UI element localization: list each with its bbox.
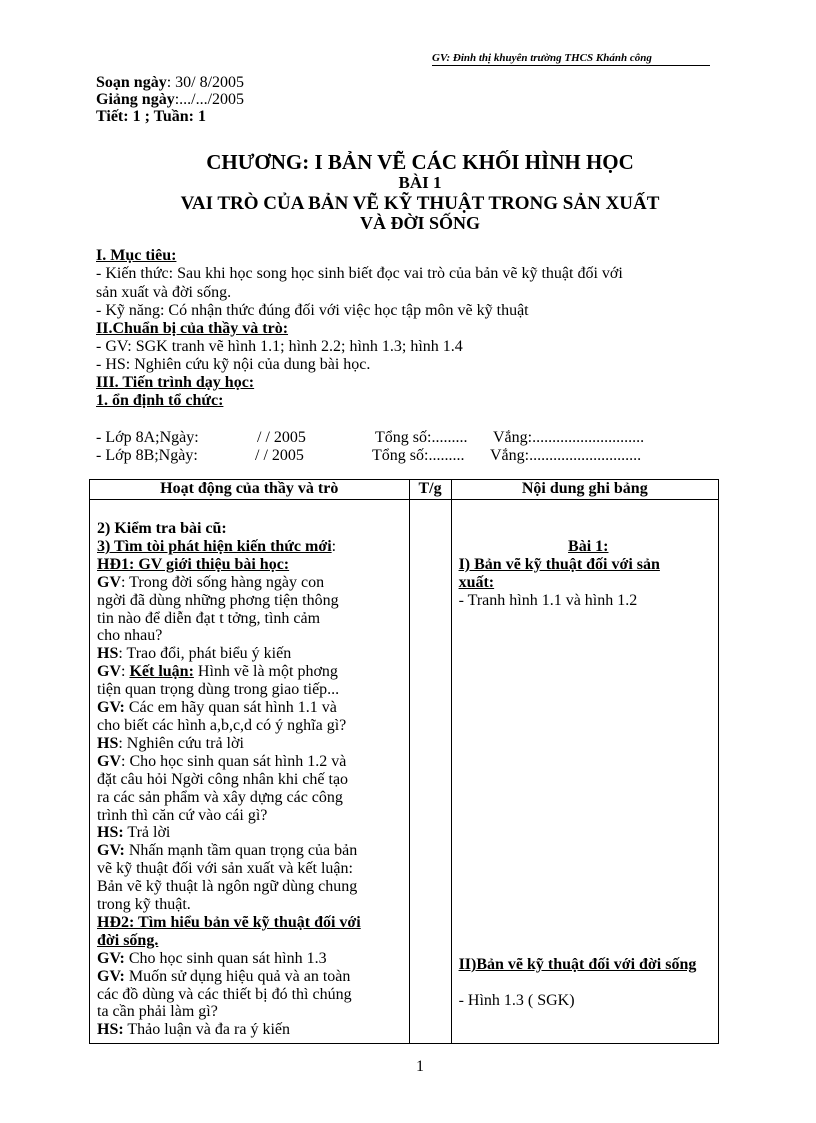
gv-line: GV: Muốn sử dụng hiệu quả và an toàn	[97, 967, 351, 985]
chapter-title: CHƯƠNG: I BẢN VẼ CÁC KHỐI HÌNH HỌC	[206, 150, 634, 174]
class-label: - Lớp 8B;Ngày:	[96, 447, 198, 464]
hs-line: HS: Trả lời	[97, 824, 171, 842]
attendance-row	[96, 429, 696, 447]
text-line: ta cần phải làm gì?	[97, 1003, 218, 1021]
text-line: tin nào để diễn đạt t tởng, tình cảm	[97, 609, 321, 627]
hs-line: HS: Nghiên cứu trả lời	[97, 734, 244, 752]
check-old-heading: 2) Kiểm tra bài cũ:	[97, 520, 227, 537]
lesson-table	[89, 479, 719, 1044]
gv-line: GV: Cho học sinh quan sát hình 1.3	[97, 949, 327, 967]
text-line: trình thì căn cứ vào cái gì?	[97, 806, 268, 824]
absent-value: Vắng:............................	[490, 447, 642, 464]
discover-heading: 3) Tìm tòi phát hiện kiến thức mới:	[97, 537, 337, 555]
date-value: / / 2005	[257, 429, 306, 446]
total-value: Tổng số:.........	[372, 447, 465, 464]
hs-line: HS: Thảo luận và đa ra ý kiến	[97, 1021, 290, 1039]
hd1-heading: HĐ1: GV giới thiệu bài học:	[97, 555, 290, 573]
hd2-heading-cont: đời sống.	[97, 931, 159, 949]
lesson-title-line2: VÀ ĐỜI SỐNG	[359, 213, 480, 233]
header-content: Nội dung ghi bảng	[451, 480, 718, 500]
prep-teacher: - GV: SGK tranh vẽ hình 1.1; hình 2.2; hình 1.3; hình 1.4	[96, 338, 463, 355]
text-line: vẽ kỹ thuật đối với sản xuất và kết luận:	[97, 860, 353, 878]
content-sec2-note: - Hình 1.3 ( SGK)	[458, 992, 575, 1009]
hs-line: HS: Trao đổi, phát biểu ý kiến	[97, 645, 292, 663]
prep-date: Soạn ngày: 30/ 8/2005	[96, 74, 245, 91]
text-line: ra các sản phẩm và xây dựng các công	[97, 788, 343, 806]
content-sec1-note: - Tranh hình 1.1 và hình 1.2	[458, 592, 638, 609]
teacher-header: GV: Đinh thị khuyên trường THCS Khánh công	[432, 52, 710, 66]
text-line: cho biết các hình a,b,c,d có ý nghĩa gì?	[97, 716, 347, 734]
content-sec1-heading: I) Bản vẽ kỹ thuật đối với sản	[458, 556, 660, 573]
header-time: T/g	[409, 480, 451, 500]
gv-line: GV: Trong đời sống hàng ngày con	[97, 573, 325, 591]
table-header-row	[90, 480, 719, 500]
time-cell	[409, 500, 451, 1044]
text-line: ngời đã dùng những phơng tiện thông	[97, 591, 339, 609]
table-body-row	[90, 500, 719, 1044]
preparation-heading: II.Chuẩn bị của thầy và trò:	[96, 320, 289, 337]
gv-line: GV: Các em hãy quan sát hình 1.1 và	[97, 699, 337, 717]
gv-line: GV: Cho học sinh quan sát hình 1.2 và	[97, 752, 347, 770]
activities-cell	[90, 500, 410, 1044]
text-line: các đồ dùng và các thiết bị đó thì chúng	[97, 985, 352, 1003]
prep-student: - HS: Nghiên cứu kỹ nội của dung bài học.	[96, 356, 371, 373]
content-cell	[451, 500, 718, 1044]
page-number: 1	[416, 1058, 424, 1075]
date-value: / / 2005	[255, 447, 304, 464]
knowledge-line1: - Kiến thức: Sau khi học song học sinh biết đọc vai trò của bản vẽ kỹ thuật đối với	[96, 265, 623, 282]
process-heading: III. Tiến trình dạy học:	[96, 374, 255, 391]
objectives-heading: I. Mục tiêu:	[96, 247, 177, 264]
content-sec1-heading-cont: xuất:	[458, 574, 495, 591]
knowledge-line2: sản xuất và đời sống.	[96, 284, 232, 301]
content-lesson-title: Bài 1:	[568, 538, 609, 555]
skills-line: - Kỹ năng: Có nhận thức đúng đối với việc học tập môn vẽ kỹ thuật	[96, 302, 529, 319]
lesson-number: BÀI 1	[398, 173, 442, 192]
class-label: - Lớp 8A;Ngày:	[96, 429, 199, 446]
hd2-heading: HĐ2: Tìm hiểu bản vẽ kỹ thuật đối với	[97, 913, 361, 931]
attendance-row	[96, 447, 696, 465]
total-value: Tổng số:.........	[375, 429, 468, 446]
gv-line: GV: Nhấn mạnh tầm quan trọng của bản	[97, 842, 358, 860]
absent-value: Vắng:............................	[493, 429, 645, 446]
text-line: Bản vẽ kỹ thuật là ngôn ngữ dùng chung	[97, 878, 358, 896]
content-sec2-heading: II)Bản vẽ kỹ thuật đối với đời sống	[458, 956, 697, 973]
text-line: tiện quan trọng dùng trong giao tiếp...	[97, 681, 340, 699]
text-line: cho nhau?	[97, 627, 163, 645]
lesson-title-line1: VAI TRÒ CỦA BẢN VẼ KỸ THUẬT TRONG SẢN XUẤT	[180, 193, 660, 214]
text-line: trong kỹ thuật.	[97, 896, 191, 914]
text-line: đặt câu hỏi Ngời công nhân khi chế tạo	[97, 770, 349, 788]
gv-line: GV: Kết luận: Hình vẽ là một phơng	[97, 663, 338, 681]
header-activities: Hoạt động của thầy và trò	[90, 480, 410, 500]
teach-date: Giảng ngày:.../.../2005	[96, 91, 245, 108]
stabilize-heading: 1. ổn định tổ chức:	[96, 392, 224, 409]
period-week: Tiết: 1 ; Tuần: 1	[96, 108, 206, 125]
